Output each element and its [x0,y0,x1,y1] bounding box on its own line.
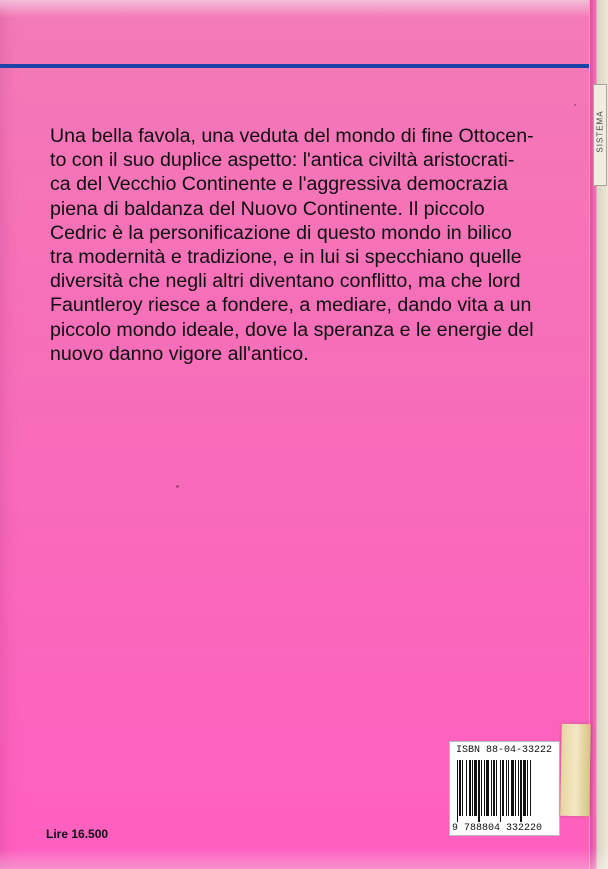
blurb-line: tra modernità e tradizione, e in lui si specchiano quelle [50,246,522,269]
blurb-line: piccolo mondo ideale, dove la speranza e le energie del [50,318,534,341]
blue-rule [0,64,592,68]
print-speck [176,485,179,488]
price-label: Lire 16.500 [46,827,109,841]
barcode-icon [456,760,554,822]
blurb-line: nuovo danno vigore all'antico. [50,342,309,365]
ean-text: 9 788804 332220 [452,823,543,834]
bottom-edge-wear [0,849,608,869]
blurb-line: Una bella favola, una veduta del mondo di fine Ottocen- [50,125,534,147]
blurb-line: ca del Vecchio Continente e l'aggressiva democrazia [50,173,508,196]
barcode-label [449,741,560,836]
blurb-line: diversità che negli altri diventano conflitto, ma che lord [50,270,521,293]
isbn-text: ISBN 88-04-33222 [456,745,553,756]
blurb-line: piena di baldanza del Nuovo Continente. Il piccolo [50,197,485,220]
top-edge-wear [0,0,608,18]
print-speck [574,104,576,106]
spine-label-text: SISTEMA [595,110,605,153]
blurb-line: Cedric è la personificazione di questo mondo in bilico [50,221,512,244]
library-sticker [560,724,591,816]
blurb-text [50,124,570,366]
blurb-line: Fauntleroy riesce a fondere, a mediare, dando vita a un [50,294,532,317]
spine-label [593,84,607,186]
blurb-line: to con il suo duplice aspetto: l'antica civiltà aristocrati- [50,149,515,172]
